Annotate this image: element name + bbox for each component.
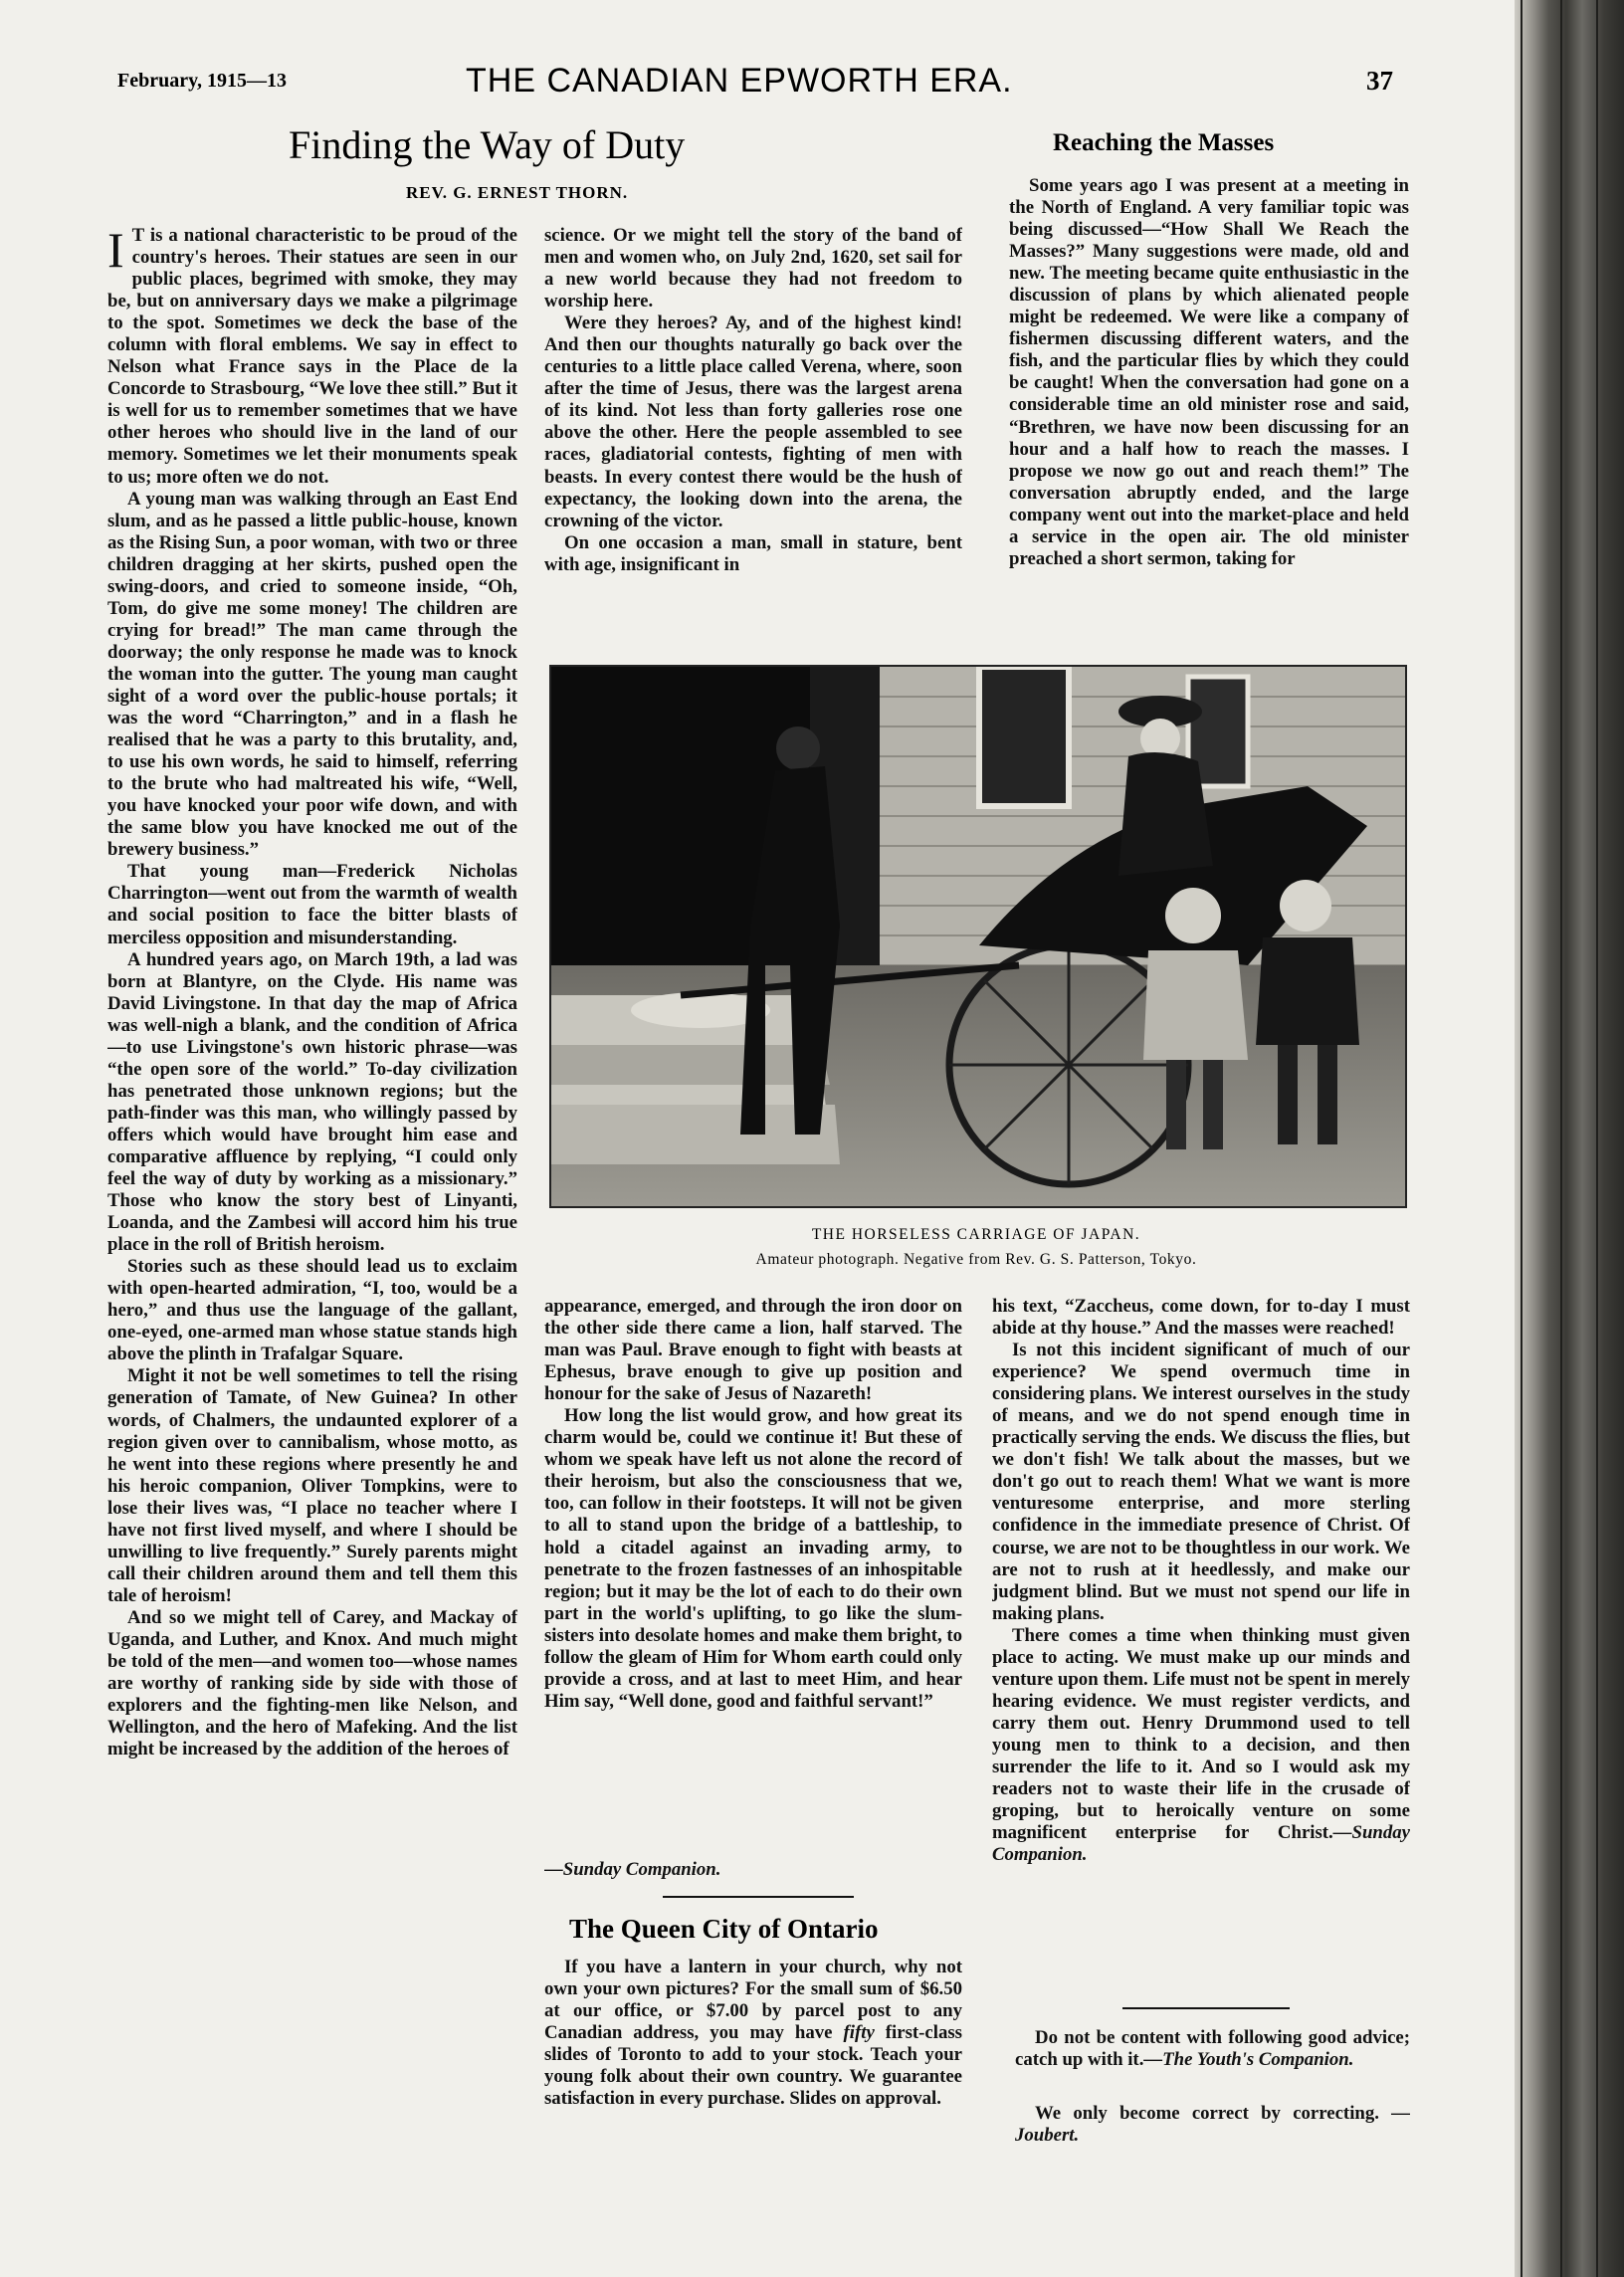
paragraph: Were they heroes? Ay, and of the highest kind! And then our thoughts naturally go back over the centuries to a little place called Verena, where, soon after the time of Jesus, there was the largest arena of its kind. Not less than forty galleries rose one above the other. Here the people assembled to see races, gladiatorial contests, fighting of men with beasts. In every contest there would be the hush of expectancy, the looking down into the arena, the crowning of the victor. <box>544 312 962 531</box>
article-title: Finding the Way of Duty <box>289 122 686 167</box>
paragraph: Some years ago I was present at a meeting in the North of England. A very familiar topic was being discussed—“How Shall We Reach the Masses?” Many suggestions were made, old and new. The meeting became quite enthusiastic in the discussion of plans by which alienated people might be redeemed. We were like a company of fishermen discussing different waters, and the fish, and the particular flies by which they could be caught! When the conversation had gone on a considerable time an old minister rose and said, “Brethren, we have now been discussing for an hour and a half how to reach the masses. I propose we now go out and reach them!” The conversation abruptly ended, and the large company went out into the market-place and held a service in the open air. The old minister preached a short sermon, taking for <box>1009 175 1409 569</box>
paragraph: appearance, emerged, and through the iron door on the other side there came a lion, half starved. The man was Paul. Brave enough to fight with beasts at Ephesus, brave enough to give up position and honour for the sake of Jesus of Nazareth! <box>544 1296 962 1405</box>
divider-rule <box>663 1896 854 1898</box>
quote-youths-companion <box>1015 2027 1410 2097</box>
page-header <box>117 62 1393 105</box>
photo-caption: THE HORSELESS CARRIAGE OF JAPAN. <box>811 1226 1141 1243</box>
queen-city-emphasis: fifty <box>843 2022 875 2044</box>
paragraph: I T is a national characteristic to be proud of the country's heroes. Their statues are seen in our public places, begrimed with smoke, they may be, but on anniversary days we make a pilgrimage to the spot. Sometimes we deck the base of the column with floral emblems. We say in effect to Nelson what France says in the Place de la Concorde to Strasbourg, “We love thee still.” But it is well for us to remember sometimes that we have other heroes who should live in the land of our memory. Sometimes we let their monuments speak to us; more often we do not. <box>107 225 517 488</box>
paragraph: A young man was walking through an East End slum, and as he passed a little public-house, known as the Rising Sun, a poor woman, with two or three children dragging at her skirts, pushed open the swing-doors, and cried to someone inside, “Oh, Tom, do give me some money! The children are crying for bread!” The man came through the doorway; the only response he made was to knock the woman into the gutter. The young man caught sight of a word over the public-house portals; it was the word “Charrington,” and in a flash he realised that he was a party to this brutality, and, to use his own words, he said to himself, referring to the brute who had maltreated his wife, “Well, you have knocked your poor wife down, and with the same blow you have knocked me out of the brewery business.” <box>107 488 517 861</box>
divider-rule <box>1122 2007 1290 2009</box>
photo-credit: Amateur photograph. Negative from Rev. G. S. Patterson, Tokyo. <box>755 1251 1197 1268</box>
paragraph: his text, “Zaccheus, come down, for to-day I must abide at thy house.” And the masses were reached! <box>992 1296 1410 1340</box>
sidebar-column-bottom <box>992 1296 1410 1975</box>
article-column-2-bottom <box>544 1296 962 1869</box>
issue-date: February, 1915—13 <box>117 70 287 92</box>
paragraph: On one occasion a man, small in stature, bent with age, insignificant in <box>544 531 962 575</box>
quote-text: Do not be content with following good advice; catch up with it. <box>1015 2027 1410 2071</box>
article-source: —Sunday Companion. <box>544 1859 721 1880</box>
queen-city-text-2: first-class slides of Toronto to add to your stock. Teach your young folk about their own country. We guarantee satisfaction in every purchase. Slides on approval. <box>544 2022 962 2110</box>
paragraph: How long the list would grow, and how great its charm would be, could we continue it! But these of whom we speak have left us not alone the record of their heroism, but also the consciousness that we, too, can follow in their footsteps. It will not be given to all to stand upon the bridge of a battleship, to hold a citadel against an invading army, to penetrate to the frozen fastnesses of an inhospitable region; but it may be the lot of each to do their own part in the world's uplifting, to go like the slum-sisters into desolate homes and make them bright, to follow the gleam of Him for Whom earth could only provide a cross, and at last to meet Him, and hear Him say, “Well done, good and faithful servant!” <box>544 1405 962 1712</box>
quote-source: —The Youth's Companion. <box>1143 2049 1354 2071</box>
paragraph: And so we might tell of Carey, and Mackay of Uganda, and Luther, and Knox. And much might be told of the men—and women too—whose names are worthy of ranking side by side with those of explorers and the fighting-men like Nelson, and Wellington, and the hero of Mafeking. And the list might be increased by the addition of the heroes of <box>107 1606 517 1760</box>
quote-text: We only become correct by correcting. <box>1035 2103 1379 2124</box>
paragraph: Stories such as these should lead us to exclaim with open-hearted admiration, “I, too, would be a hero,” and thus use the language of the gallant, one-eyed, one-armed man whose statue stands high above the plinth in Trafalgar Square. <box>107 1256 517 1365</box>
book-binding <box>1515 0 1624 2277</box>
queen-city-text-1: If you have a lantern in your church, why not own your own pictures? For the small sum of $6.50 at our office, or $7.00 by parcel post to any Canadian address, you may have <box>544 1957 962 2044</box>
drop-cap: I <box>107 225 124 278</box>
article-source: —Sunday Companion. <box>992 1822 1410 1866</box>
publication-title: THE CANADIAN EPWORTH ERA. <box>466 62 1013 100</box>
paragraph: Might it not be well sometimes to tell the rising generation of Tamate, of New Guinea? In other words, of Chalmers, the undaunted explorer of a region given over to cannibalism, whose motto, as he went into these regions where presently he and his heroic companion, Oliver Tompkins, were to lose their lives was, “I place no teacher where I have not first lived myself, and where I should be unwilling to live frequently.” Surely parents might call their children around them and tell them this tale of heroism! <box>107 1365 517 1606</box>
paragraph: That young man—Frederick Nicholas Charrington—went out from the warmth of wealth and social position to face the bitter blasts of merciless opposition and misunderstanding. <box>107 861 517 948</box>
quote-joubert <box>1015 2103 1410 2153</box>
sidebar-title-queen-city: The Queen City of Ontario <box>569 1914 879 1944</box>
paragraph: A hundred years ago, on March 19th, a lad was born at Blantyre, on the Clyde. His name was David Livingstone. In that day the map of Africa was well-nigh a blank, and the condition of Africa—to use Livingstone's own historic phrase—was “the open sore of the world.” To-day civilization has penetrated those unknown regions; but the path-finder was this man, who willingly passed by offers which would have brought him ease and comparative affluence by replying, “I could only feel the way of duty by working as a missionary.” Those who know the story best of Linyanti, Loanda, and the Zambesi will accord him his true place in the roll of British heroism. <box>107 948 517 1256</box>
photo-horseless-carriage <box>549 665 1407 1208</box>
paragraph: There comes a time when thinking must given place to acting. We must make up our minds and venture upon them. Life must not be spent in merely hearing evidence. We must register verdicts, and carry them out. Henry Drummond used to tell young men to think to a decision, and then surrender the life to it. And so I would ask my readers not to waste their life in the crusade of groping, but to heroically venture on some magnificent enterprise for Christ.—Sunday Companion. <box>992 1624 1410 1866</box>
sidebar-title: Reaching the Masses <box>1053 129 1275 156</box>
paragraph: science. Or we might tell the story of the band of men and women who, on July 2nd, 1620, set sail for a new world because they had not freedom to worship here. <box>544 225 962 312</box>
sidebar-column-top <box>1009 175 1409 643</box>
article-byline: REV. G. ERNEST THORN. <box>406 183 629 202</box>
page-number: 37 <box>1366 66 1393 96</box>
quote-source: —Joubert. <box>1015 2103 1410 2147</box>
photo-image <box>551 667 1405 1206</box>
queen-city-body <box>544 1957 962 2156</box>
article-column-1 <box>107 225 517 2156</box>
article-column-2-top <box>544 225 962 641</box>
paragraph: Is not this incident significant of much of our experience? We spend overmuch time in considering plans. We interest ourselves in the study of means, and we do not spend enough time in practically serving the ends. We discuss the flies, but we don't fish! We talk about the masses, but we don't go out to reach them! What we want is more venturesome enterprise, and more sterling confidence in the immediate presence of Christ. Of course, we are not to be thoughtless in our work. We are not to rush at it heedlessly, and make our judgment blind. But we must not spend our life in making plans. <box>992 1340 1410 1624</box>
